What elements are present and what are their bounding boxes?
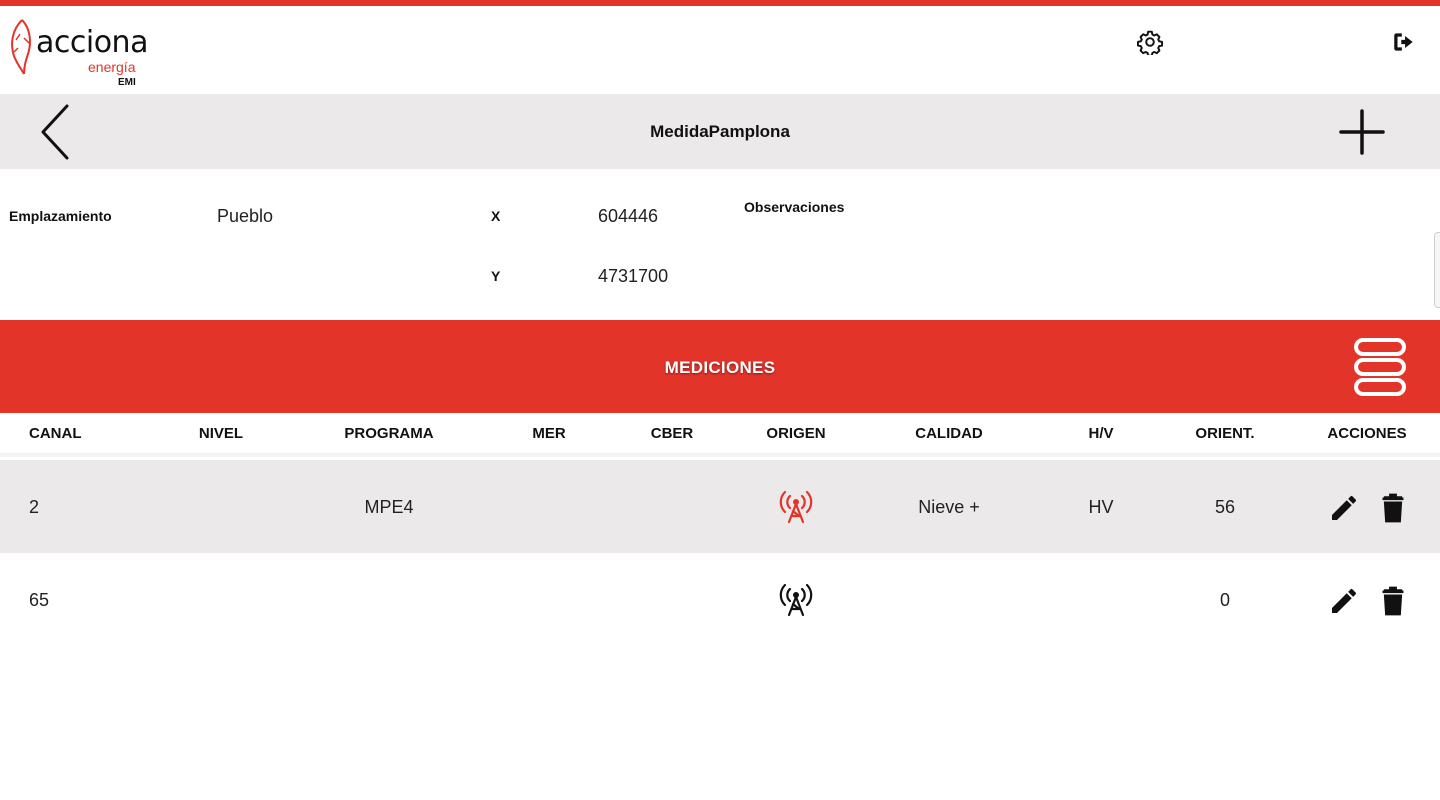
col-canal: CANAL — [29, 425, 82, 442]
emplazamiento-value: Pueblo — [217, 206, 274, 226]
acciona-logo — [8, 16, 148, 90]
pencil-icon — [1328, 585, 1360, 617]
y-label: Y — [491, 268, 501, 284]
col-cber: CBER — [650, 425, 694, 442]
y-value: 4731700 — [598, 266, 669, 286]
page-title: MedidaPamplona — [650, 122, 790, 141]
add-button[interactable] — [1334, 104, 1390, 160]
cell-canal: 2 — [29, 497, 40, 517]
app-header — [0, 6, 1440, 94]
table-row[interactable] — [0, 460, 1440, 553]
cell-orient: 0 — [1219, 590, 1231, 610]
scroll-handle[interactable] — [1434, 232, 1440, 308]
x-value: 604446 — [598, 206, 659, 226]
mediciones-menu-button[interactable] — [1350, 335, 1410, 399]
cell-programa: MPE4 — [364, 497, 414, 517]
logout-button[interactable] — [1388, 26, 1420, 58]
cell-calidad: Nieve + — [918, 497, 980, 517]
brand-name: acciona — [36, 25, 148, 60]
info-panel — [0, 169, 1440, 319]
col-orient: ORIENT. — [1195, 425, 1255, 442]
col-mer: MER — [532, 425, 566, 442]
col-nivel: NIVEL — [198, 425, 244, 442]
edit-button[interactable] — [1326, 583, 1362, 619]
col-acciones: ACCIONES — [1327, 425, 1407, 442]
settings-button[interactable] — [1134, 26, 1166, 58]
logout-icon — [1391, 29, 1417, 55]
table-row[interactable] — [0, 553, 1440, 646]
title-bar — [0, 94, 1440, 169]
delete-button[interactable] — [1375, 490, 1411, 526]
leaf-logo-icon — [8, 16, 38, 76]
section-title: MEDICIONES — [664, 358, 776, 377]
col-hv: H/V — [1088, 425, 1114, 442]
delete-button[interactable] — [1375, 583, 1411, 619]
antenna-tower-icon — [779, 581, 813, 617]
x-label: X — [491, 208, 501, 224]
cell-canal: 65 — [29, 590, 50, 610]
emplazamiento-label: Emplazamiento — [9, 208, 112, 224]
mediciones-band — [0, 320, 1440, 413]
brand-sub: energía — [88, 59, 136, 75]
edit-button[interactable] — [1326, 490, 1362, 526]
pencil-icon — [1328, 492, 1360, 524]
observaciones-label: Observaciones — [744, 199, 845, 215]
product-name: EMI — [118, 77, 136, 88]
col-calidad: CALIDAD — [915, 425, 983, 442]
gear-icon — [1137, 29, 1163, 55]
trash-icon — [1377, 491, 1409, 525]
stacked-menu-icon — [1352, 336, 1408, 398]
plus-icon — [1337, 107, 1387, 157]
antenna-tower-icon — [779, 488, 813, 524]
col-origen: ORIGEN — [766, 425, 826, 442]
cell-hv: HV — [1088, 497, 1114, 517]
table-header — [0, 413, 1440, 457]
col-programa: PROGRAMA — [344, 425, 434, 442]
trash-icon — [1377, 584, 1409, 618]
cell-orient: 56 — [1214, 497, 1236, 517]
